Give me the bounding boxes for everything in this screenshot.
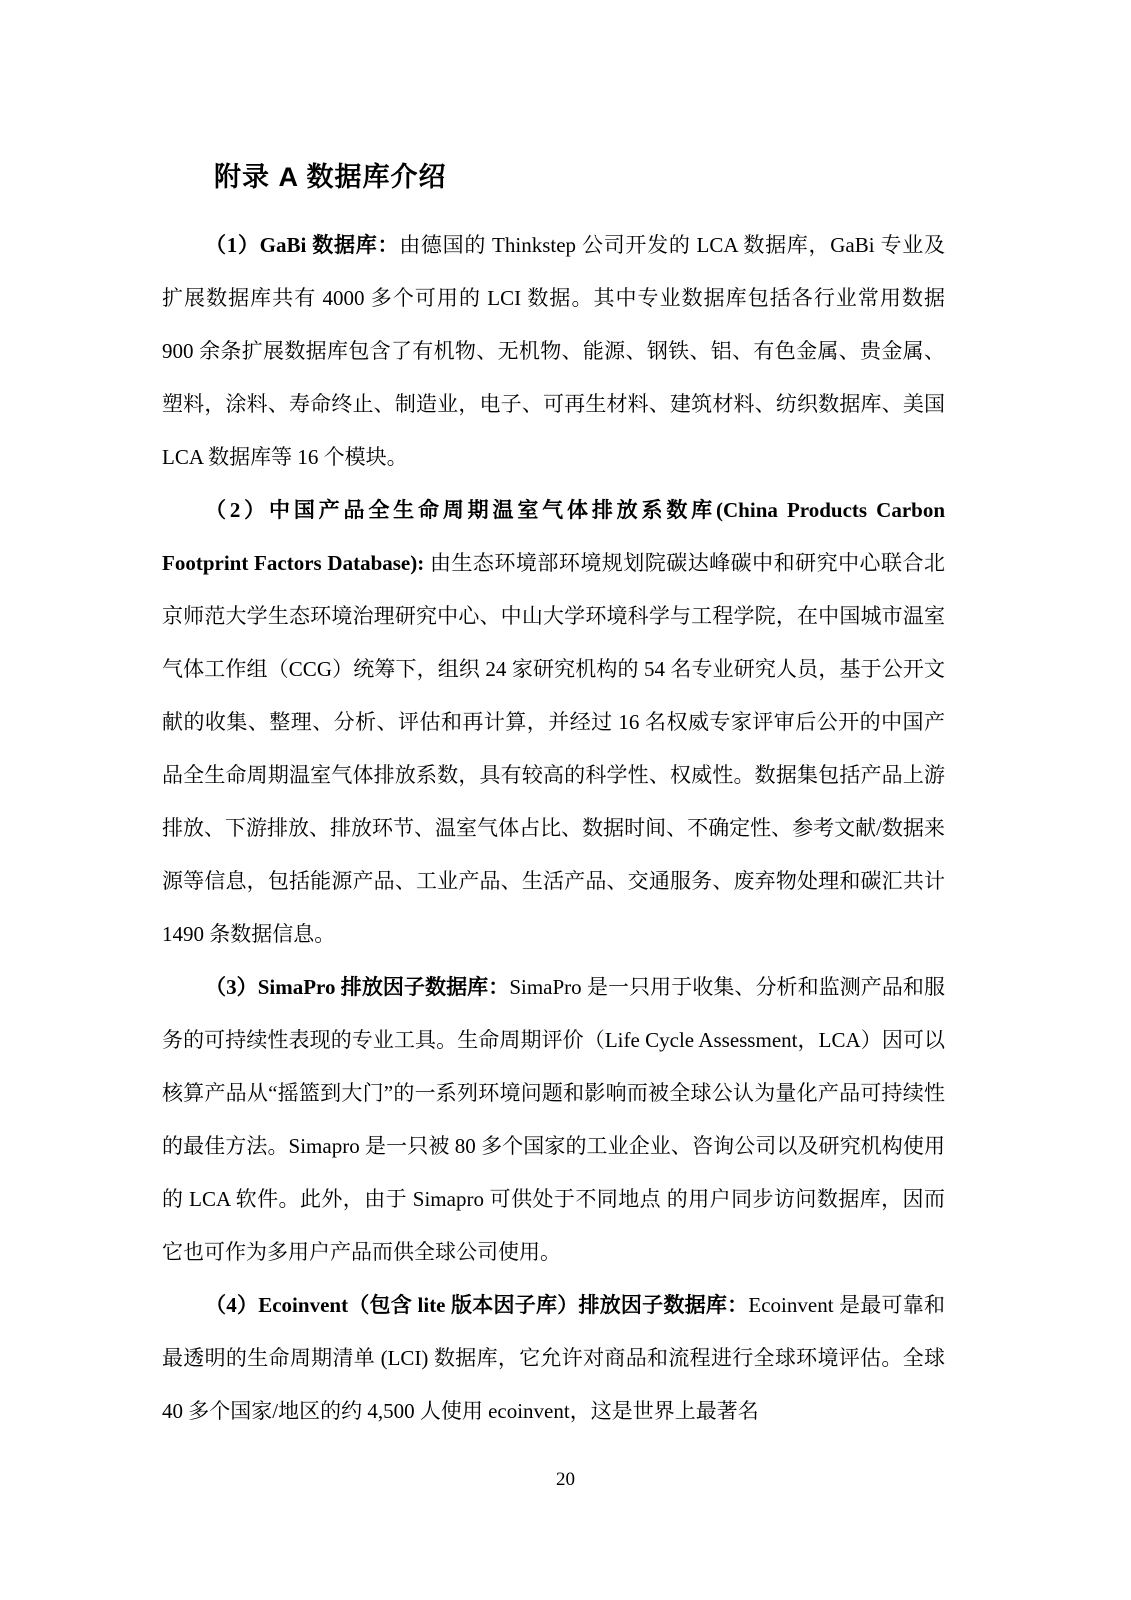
paragraph-simapro-body: SimaPro 是一只用于收集、分析和监测产品和服务的可持续性表现的专业工具。生命周期评价（Life Cycle Assessment，LCA）因可以核算产品从“摇篮到大门”的一系列环境问题和影响而被全球公认为量化产品可持续性的最佳方法。Simapro 是一只被 80 多个国家的工业企业、咨询公司以及研究机构使用的 LCA 软件。此外，由于 Simapro 可供处于不同地点 的用户同步访问数据库，因而它也可作为多用户产品而供全球公司使用。 bbox=[162, 975, 946, 1264]
appendix-title: 附录 A 数据库介绍 bbox=[214, 162, 447, 192]
paragraph-simapro-database bbox=[162, 961, 945, 1279]
paragraph-gabi-body: 由德国的 Thinkstep 公司开发的 LCA 数据库，GaBi 专业及扩展数据库共有 4000 多个可用的 LCI 数据。其中专业数据库包括各行业常用数据 900 余条扩展数据库包含了有机物、无机物、能源、钢铁、铝、有色金属、贵金属、塑料，涂料、寿命终止、制造业，电子、可再生材料、建筑材料、纺织数据库、美国 LCA 数据库等 16 个模块。 bbox=[162, 233, 945, 469]
paragraph-ecoinvent-body: Ecoinvent 是最可靠和最透明的生命周期清单 (LCI) 数据库，它允许对商品和流程进行全球环境评估。全球 40 多个国家/地区的约 4,500 人使用 ecoinvent，这是世界上最著名 bbox=[162, 1293, 945, 1423]
paragraph-ecoinvent-database bbox=[162, 1279, 945, 1438]
paragraph-ecoinvent-lead: （4）Ecoinvent（包含 lite 版本因子库）排放因子数据库： bbox=[205, 1293, 749, 1317]
paragraph-china-carbon-body: 由生态环境部环境规划院碳达峰碳中和研究中心联合北京师范大学生态环境治理研究中心、中山大学环境科学与工程学院，在中国城市温室气体工作组（CCG）统筹下，组织 24 家研究机构的 54 名专业研究人员，基于公开文献的收集、整理、分析、评估和再计算，并经过 16 名权威专家评审后公开的中国产品全生命周期温室气体排放系数，具有较高的科学性、权威性。数据集包括产品上游排放、下游排放、排放环节、温室气体占比、数据时间、不确定性、参考文献/数据来源等信息，包括能源产品、工业产品、生活产品、交通服务、废弃物处理和碳汇共计 1490 条数据信息。 bbox=[162, 551, 945, 946]
paragraph-gabi-database bbox=[162, 219, 945, 484]
paragraph-china-carbon-lead: （2）中国产品全生命周期温室气体排放系数库(China Products Carbon Footprint Factors Database): bbox=[162, 498, 945, 575]
paragraph-simapro-lead: （3）SimaPro 排放因子数据库： bbox=[205, 975, 510, 999]
paragraph-gabi-lead: （1）GaBi 数据库： bbox=[205, 233, 400, 257]
document-content bbox=[162, 157, 945, 1438]
page-number: 20 bbox=[556, 1469, 575, 1490]
paragraph-china-carbon-database bbox=[162, 484, 945, 961]
